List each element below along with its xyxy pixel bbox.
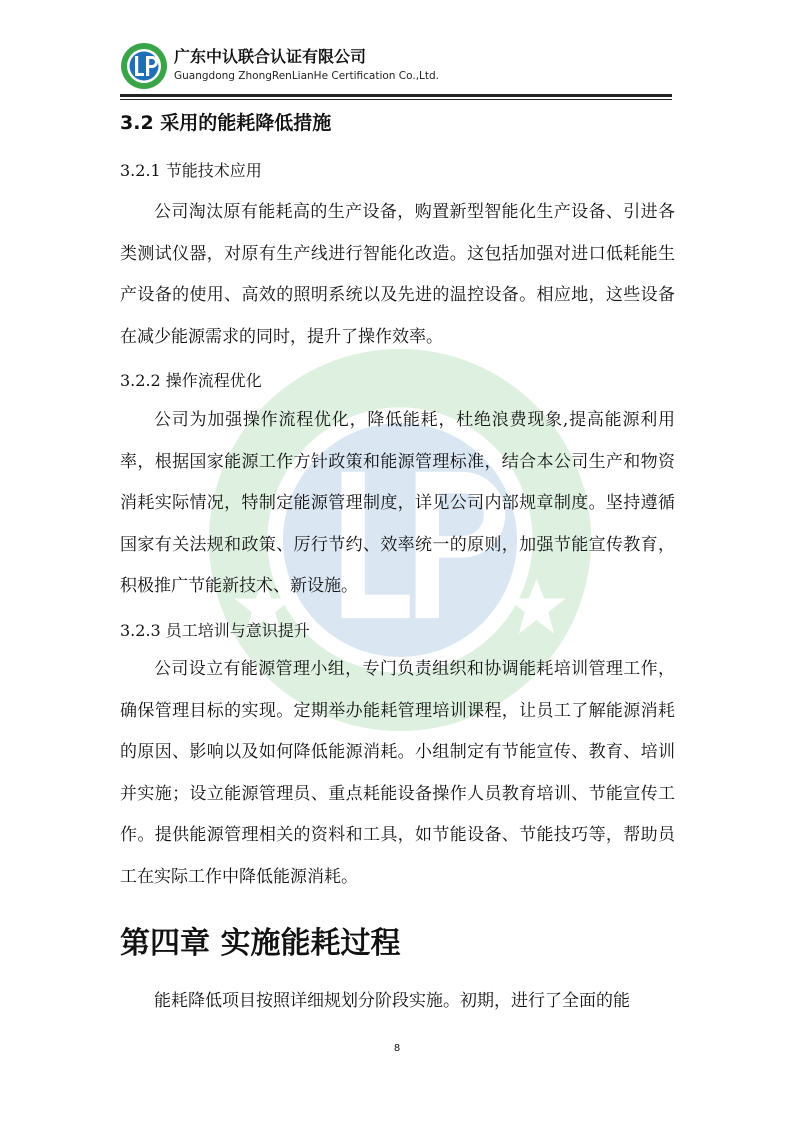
paragraph-chapter-intro: 能耗降低项目按照详细规划分阶段实施。初期，进行了全面的能 — [154, 991, 630, 1011]
certification-logo-icon — [120, 42, 168, 90]
section-heading: 3.2 采用的能耗降低措施 — [120, 112, 332, 134]
company-name-en: Guangdong ZhongRenLianHe Certification Co.,Ltd. — [174, 70, 440, 82]
company-name-cn: 广东中认联合认证有限公司 — [174, 47, 367, 66]
subsection-heading-energy-tech: 3.2.1 节能技术应用 — [120, 161, 262, 180]
chapter-heading: 第四章 实施能耗过程 — [120, 926, 401, 961]
paragraph-process-optimization: 公司为加强操作流程优化，降低能耗，杜绝浪费现象,提高能源利用率，根据国家能源工作方针政策和能源管理标准，结合本公司生产和物资消耗实际情况，特制定能源管理制度，详见公司内部规章制度。坚持遵循国家有关法规和政策、厉行节约、效率统一的原则，加强节能宣传教育，积极推广节能新技术、新设施。 — [120, 410, 675, 596]
header-divider — [120, 94, 672, 97]
subsection-heading-staff-training: 3.2.3 员工培训与意识提升 — [120, 621, 310, 640]
subsection-heading-process-optimization: 3.2.2 操作流程优化 — [120, 371, 262, 390]
page-number: 8 — [393, 1043, 401, 1054]
page-header — [120, 40, 672, 94]
paragraph-energy-tech: 公司淘汰原有能耗高的生产设备，购置新型智能化生产设备、引进各类测试仪器，对原有生产线进行智能化改造。这包括加强对进口低耗能生产设备的使用、高效的照明系统以及先进的温控设备。相应地，这些设备在减少能源需求的同时，提升了操作效率。 — [120, 202, 675, 347]
header-divider-thin — [120, 99, 672, 100]
paragraph-staff-training: 公司设立有能源管理小组，专门负责组织和协调能耗培训管理工作，确保管理目标的实现。定期举办能耗管理培训课程，让员工了解能源消耗的原因、影响以及如何降低能源消耗。小组制定有节能宣传、教育、培训并实施；设立能源管理员、重点耗能设备操作人员教育培训、节能宣传工作。提供能源管理相关的资料和工具，如节能设备、节能技巧等，帮助员工在实际工作中降低能源消耗。 — [120, 659, 675, 887]
